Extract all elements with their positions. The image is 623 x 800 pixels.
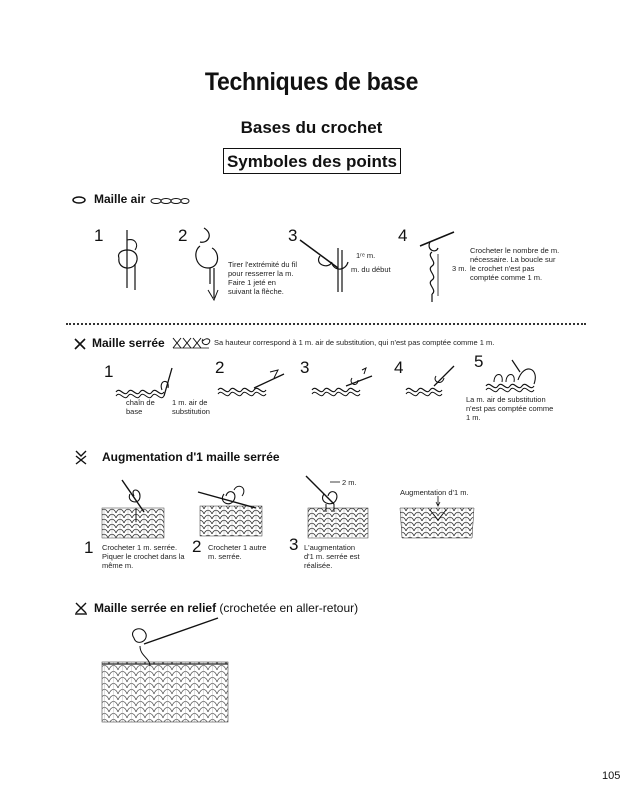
relief-symbol-icon <box>74 601 88 615</box>
boxed-heading: Symboles des points <box>223 148 401 174</box>
aug-step-1-text: Crocheter 1 m. serrée. Piquer le crochet dans la même m. <box>102 543 185 570</box>
ms-step-2-illustration <box>214 366 286 400</box>
air-step-4-illustration <box>408 224 458 304</box>
air-step-1-number: 1 <box>94 226 104 245</box>
ms-step-4-number: 4 <box>394 358 404 377</box>
ms-step-1-number: 1 <box>104 362 114 381</box>
maille-air-heading: Maille air <box>94 192 146 206</box>
aug-step-3-illustration <box>300 472 372 540</box>
augmentation-heading: Augmentation d'1 maille serrée <box>102 450 280 464</box>
air-step-3-number: 3 <box>288 226 298 245</box>
air-step-4-text: Crocheter le nombre de m. nécessaire. La boucle sur le crochet n'est pas comptée comme 1 m. <box>470 246 560 282</box>
aug-step-3-label: 2 m. <box>342 478 357 487</box>
air-step-2-illustration <box>190 228 230 303</box>
aug-result-illustration <box>398 496 478 542</box>
aug-step-3-text: L'augmentation d'1 m. serrée est réalisée. <box>304 543 360 570</box>
ms-step-3-number: 3 <box>300 358 310 377</box>
section-divider <box>66 323 586 325</box>
page-title: Techniques de base <box>204 68 419 96</box>
air-step-1-illustration <box>105 228 155 298</box>
air-step-4-number: 4 <box>398 226 408 245</box>
aug-step-1-illustration <box>100 478 170 540</box>
single-crochet-row-symbol-icon <box>172 337 212 349</box>
ms-step-5-number: 5 <box>474 352 484 371</box>
air-step-3-illustration <box>298 236 358 296</box>
air-step-3-label-2: m. du début <box>351 265 391 274</box>
aug-step-1-number: 1 <box>84 538 94 557</box>
chain-symbol-icon <box>72 195 88 205</box>
increase-symbol-icon <box>74 449 88 465</box>
ms-step-5-illustration <box>484 358 544 398</box>
aug-step-3-number: 3 <box>289 535 299 554</box>
aug-result-label: Augmentation d'1 m. <box>400 488 469 497</box>
page-number: 105 <box>602 770 621 782</box>
relief-heading-suffix: (crochetée en aller-retour) <box>219 601 359 615</box>
air-step-3-label-1: 1ʳᵉ m. <box>356 251 376 260</box>
aug-step-2-illustration <box>196 484 270 540</box>
aug-step-2-text: Crocheter 1 autre m. serrée. <box>208 543 267 561</box>
ms-step-2-number: 2 <box>215 358 225 377</box>
relief-heading <box>94 601 358 615</box>
air-step-2-number: 2 <box>178 226 188 245</box>
air-step-4-label: 3 m. <box>452 264 467 273</box>
maille-serree-note: Sa hauteur correspond à 1 m. air de substitution, qui n'est pas comptée comme 1 m. <box>214 338 495 347</box>
aug-step-2-number: 2 <box>192 537 202 556</box>
ms-step-1-label-2: 1 m. air de substitution <box>172 398 210 416</box>
air-step-2-text: Tirer l'extrémité du fil pour resserrer la m. Faire 1 jeté en suivant la flèche. <box>228 260 298 296</box>
ms-step-3-illustration <box>310 366 376 400</box>
single-crochet-symbol-icon <box>74 338 86 350</box>
ms-step-4-illustration <box>404 362 460 400</box>
ms-step-5-text: La m. air de substitution n'est pas comptée comme 1 m. <box>466 395 554 422</box>
maille-serree-heading: Maille serrée <box>92 336 165 350</box>
relief-illustration <box>100 616 240 726</box>
page-subtitle: Bases du crochet <box>240 118 383 137</box>
chain-stitches-symbol-icon <box>150 196 190 206</box>
relief-heading-main: Maille serrée en relief <box>94 601 217 615</box>
ms-step-1-label-1: chaîn de base <box>126 398 155 416</box>
